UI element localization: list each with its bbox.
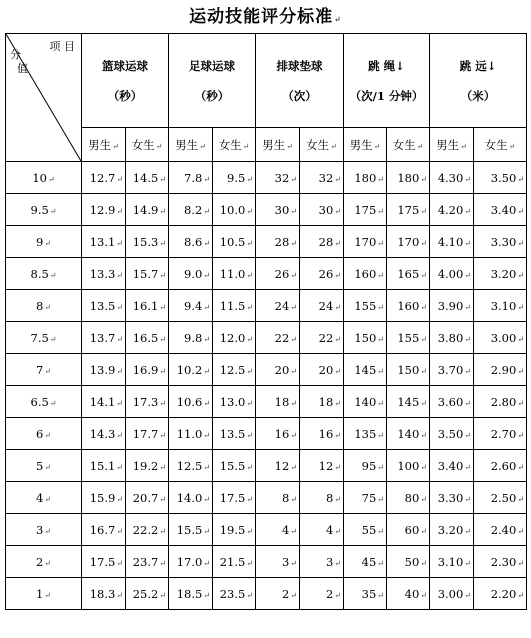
value-cell: 21.5↵ <box>213 546 256 578</box>
value-cell: 2.60↵ <box>474 450 527 482</box>
value-cell: 16.9↵ <box>126 354 169 386</box>
value-cell: 3.20↵ <box>474 258 527 290</box>
value-cell: 145↵ <box>344 354 387 386</box>
value-cell: 18.3↵ <box>82 578 126 610</box>
corner-project-label: 项 目 <box>49 40 75 53</box>
value-cell: 140↵ <box>344 386 387 418</box>
value-cell: 16↵ <box>300 418 344 450</box>
value-cell: 4.00↵ <box>430 258 474 290</box>
table-row <box>6 578 527 610</box>
value-cell: 13.3↵ <box>82 258 126 290</box>
value-cell: 16.7↵ <box>82 514 126 546</box>
col-header-rope-skipping: 跳 绳↓ （次/1 分钟） <box>344 34 430 128</box>
female-header: 女生↵ <box>126 128 169 162</box>
value-cell: 150↵ <box>344 322 387 354</box>
table-row <box>6 322 527 354</box>
value-cell: 3.50↵ <box>474 162 527 194</box>
value-cell: 26↵ <box>256 258 300 290</box>
value-cell: 8.6↵ <box>169 226 213 258</box>
male-header: 男生↵ <box>169 128 213 162</box>
value-cell: 2.20↵ <box>474 578 527 610</box>
score-level-cell: 5↵ <box>6 450 82 482</box>
value-cell: 9.5↵ <box>213 162 256 194</box>
value-cell: 155↵ <box>387 322 430 354</box>
value-cell: 100↵ <box>387 450 430 482</box>
value-cell: 30↵ <box>300 194 344 226</box>
value-cell: 50↵ <box>387 546 430 578</box>
value-cell: 180↵ <box>387 162 430 194</box>
value-cell: 32↵ <box>300 162 344 194</box>
corner-score-label: 分 值 <box>10 48 28 75</box>
value-cell: 3.00↵ <box>430 578 474 610</box>
value-cell: 16↵ <box>256 418 300 450</box>
value-cell: 22↵ <box>256 322 300 354</box>
value-cell: 3.80↵ <box>430 322 474 354</box>
value-cell: 17.3↵ <box>126 386 169 418</box>
value-cell: 13.7↵ <box>82 322 126 354</box>
value-cell: 160↵ <box>387 290 430 322</box>
value-cell: 17.7↵ <box>126 418 169 450</box>
value-cell: 13.5↵ <box>213 418 256 450</box>
value-cell: 3.70↵ <box>430 354 474 386</box>
value-cell: 12↵ <box>300 450 344 482</box>
value-cell: 8↵ <box>256 482 300 514</box>
value-cell: 19.5↵ <box>213 514 256 546</box>
value-cell: 170↵ <box>387 226 430 258</box>
female-header: 女生↵ <box>300 128 344 162</box>
value-cell: 14.3↵ <box>82 418 126 450</box>
value-cell: 4.10↵ <box>430 226 474 258</box>
score-level-cell: 8.5↵ <box>6 258 82 290</box>
table-row <box>6 450 527 482</box>
value-cell: 3.10↵ <box>474 290 527 322</box>
value-cell: 23.5↵ <box>213 578 256 610</box>
value-cell: 15.7↵ <box>126 258 169 290</box>
value-cell: 24↵ <box>256 290 300 322</box>
score-level-cell: 3↵ <box>6 514 82 546</box>
value-cell: 2.30↵ <box>474 546 527 578</box>
table-row <box>6 386 527 418</box>
value-cell: 20↵ <box>300 354 344 386</box>
value-cell: 80↵ <box>387 482 430 514</box>
value-cell: 8↵ <box>300 482 344 514</box>
score-level-cell: 7↵ <box>6 354 82 386</box>
female-header: 女生↵ <box>474 128 527 162</box>
value-cell: 18.5↵ <box>169 578 213 610</box>
value-cell: 24↵ <box>300 290 344 322</box>
value-cell: 15.5↵ <box>169 514 213 546</box>
value-cell: 12.5↵ <box>213 354 256 386</box>
value-cell: 17.5↵ <box>213 482 256 514</box>
value-cell: 170↵ <box>344 226 387 258</box>
value-cell: 11.0↵ <box>213 258 256 290</box>
score-level-cell: 9↵ <box>6 226 82 258</box>
value-cell: 13.9↵ <box>82 354 126 386</box>
value-cell: 14.0↵ <box>169 482 213 514</box>
value-cell: 12↵ <box>256 450 300 482</box>
value-cell: 3↵ <box>300 546 344 578</box>
value-cell: 23.7↵ <box>126 546 169 578</box>
value-cell: 30↵ <box>256 194 300 226</box>
value-cell: 4.30↵ <box>430 162 474 194</box>
value-cell: 9.8↵ <box>169 322 213 354</box>
value-cell: 22↵ <box>300 322 344 354</box>
value-cell: 19.2↵ <box>126 450 169 482</box>
value-cell: 11.5↵ <box>213 290 256 322</box>
value-cell: 2↵ <box>256 578 300 610</box>
value-cell: 10.0↵ <box>213 194 256 226</box>
value-cell: 15.1↵ <box>82 450 126 482</box>
value-cell: 14.1↵ <box>82 386 126 418</box>
table-row <box>6 226 527 258</box>
score-level-cell: 2↵ <box>6 546 82 578</box>
value-cell: 2.40↵ <box>474 514 527 546</box>
score-level-cell: 8↵ <box>6 290 82 322</box>
score-level-cell: 6↵ <box>6 418 82 450</box>
value-cell: 2.90↵ <box>474 354 527 386</box>
col-header-basketball: 篮球运球 （秒） <box>82 34 169 128</box>
value-cell: 28↵ <box>300 226 344 258</box>
value-cell: 4.20↵ <box>430 194 474 226</box>
score-table <box>5 33 527 610</box>
value-cell: 9.4↵ <box>169 290 213 322</box>
value-cell: 3.60↵ <box>430 386 474 418</box>
value-cell: 140↵ <box>387 418 430 450</box>
value-cell: 3.10↵ <box>430 546 474 578</box>
value-cell: 12.9↵ <box>82 194 126 226</box>
value-cell: 135↵ <box>344 418 387 450</box>
value-cell: 160↵ <box>344 258 387 290</box>
value-cell: 15.9↵ <box>82 482 126 514</box>
value-cell: 155↵ <box>344 290 387 322</box>
value-cell: 145↵ <box>387 386 430 418</box>
value-cell: 9.0↵ <box>169 258 213 290</box>
value-cell: 55↵ <box>344 514 387 546</box>
table-row <box>6 354 527 386</box>
value-cell: 10.2↵ <box>169 354 213 386</box>
col-header-football: 足球运球 （秒） <box>169 34 256 128</box>
value-cell: 10.5↵ <box>213 226 256 258</box>
table-row <box>6 482 527 514</box>
score-level-cell: 10↵ <box>6 162 82 194</box>
value-cell: 32↵ <box>256 162 300 194</box>
value-cell: 13.1↵ <box>82 226 126 258</box>
value-cell: 35↵ <box>344 578 387 610</box>
value-cell: 11.0↵ <box>169 418 213 450</box>
value-cell: 20↵ <box>256 354 300 386</box>
table-row <box>6 290 527 322</box>
table-row <box>6 194 527 226</box>
value-cell: 25.2↵ <box>126 578 169 610</box>
value-cell: 14.9↵ <box>126 194 169 226</box>
value-cell: 2.80↵ <box>474 386 527 418</box>
value-cell: 7.8↵ <box>169 162 213 194</box>
value-cell: 3.40↵ <box>474 194 527 226</box>
gender-header-row <box>6 128 527 162</box>
corner-cell <box>6 34 82 162</box>
value-cell: 28↵ <box>256 226 300 258</box>
value-cell: 17.5↵ <box>82 546 126 578</box>
male-header: 男生↵ <box>344 128 387 162</box>
value-cell: 26↵ <box>300 258 344 290</box>
table-row <box>6 514 527 546</box>
value-cell: 60↵ <box>387 514 430 546</box>
score-level-cell: 1↵ <box>6 578 82 610</box>
page-title: 运动技能评分标准↵ <box>189 7 342 27</box>
value-cell: 16.1↵ <box>126 290 169 322</box>
value-cell: 18↵ <box>300 386 344 418</box>
value-cell: 2.50↵ <box>474 482 527 514</box>
value-cell: 3.30↵ <box>474 226 527 258</box>
score-level-cell: 9.5↵ <box>6 194 82 226</box>
value-cell: 75↵ <box>344 482 387 514</box>
value-cell: 3.90↵ <box>430 290 474 322</box>
value-cell: 10.6↵ <box>169 386 213 418</box>
score-level-cell: 7.5↵ <box>6 322 82 354</box>
table-row <box>6 162 527 194</box>
male-header: 男生↵ <box>430 128 474 162</box>
value-cell: 3↵ <box>256 546 300 578</box>
value-cell: 95↵ <box>344 450 387 482</box>
value-cell: 12.5↵ <box>169 450 213 482</box>
value-cell: 14.5↵ <box>126 162 169 194</box>
score-level-cell: 6.5↵ <box>6 386 82 418</box>
value-cell: 13.0↵ <box>213 386 256 418</box>
table-row <box>6 258 527 290</box>
value-cell: 15.3↵ <box>126 226 169 258</box>
header-row <box>6 34 527 128</box>
female-header: 女生↵ <box>213 128 256 162</box>
value-cell: 180↵ <box>344 162 387 194</box>
table-row <box>6 546 527 578</box>
value-cell: 165↵ <box>387 258 430 290</box>
value-cell: 2.70↵ <box>474 418 527 450</box>
col-header-volleyball: 排球垫球 （次） <box>256 34 344 128</box>
value-cell: 175↵ <box>387 194 430 226</box>
value-cell: 3.20↵ <box>430 514 474 546</box>
value-cell: 15.5↵ <box>213 450 256 482</box>
value-cell: 175↵ <box>344 194 387 226</box>
value-cell: 16.5↵ <box>126 322 169 354</box>
table-row <box>6 418 527 450</box>
value-cell: 4↵ <box>300 514 344 546</box>
value-cell: 40↵ <box>387 578 430 610</box>
value-cell: 13.5↵ <box>82 290 126 322</box>
value-cell: 150↵ <box>387 354 430 386</box>
value-cell: 12.0↵ <box>213 322 256 354</box>
value-cell: 17.0↵ <box>169 546 213 578</box>
value-cell: 12.7↵ <box>82 162 126 194</box>
male-header: 男生↵ <box>256 128 300 162</box>
value-cell: 4↵ <box>256 514 300 546</box>
value-cell: 22.2↵ <box>126 514 169 546</box>
col-header-long-jump: 跳 远↓ （米） <box>430 34 527 128</box>
value-cell: 3.30↵ <box>430 482 474 514</box>
male-header: 男生↵ <box>82 128 126 162</box>
value-cell: 3.40↵ <box>430 450 474 482</box>
female-header: 女生↵ <box>387 128 430 162</box>
value-cell: 8.2↵ <box>169 194 213 226</box>
value-cell: 3.50↵ <box>430 418 474 450</box>
score-level-cell: 4↵ <box>6 482 82 514</box>
value-cell: 3.00↵ <box>474 322 527 354</box>
value-cell: 20.7↵ <box>126 482 169 514</box>
value-cell: 2↵ <box>300 578 344 610</box>
value-cell: 45↵ <box>344 546 387 578</box>
value-cell: 18↵ <box>256 386 300 418</box>
